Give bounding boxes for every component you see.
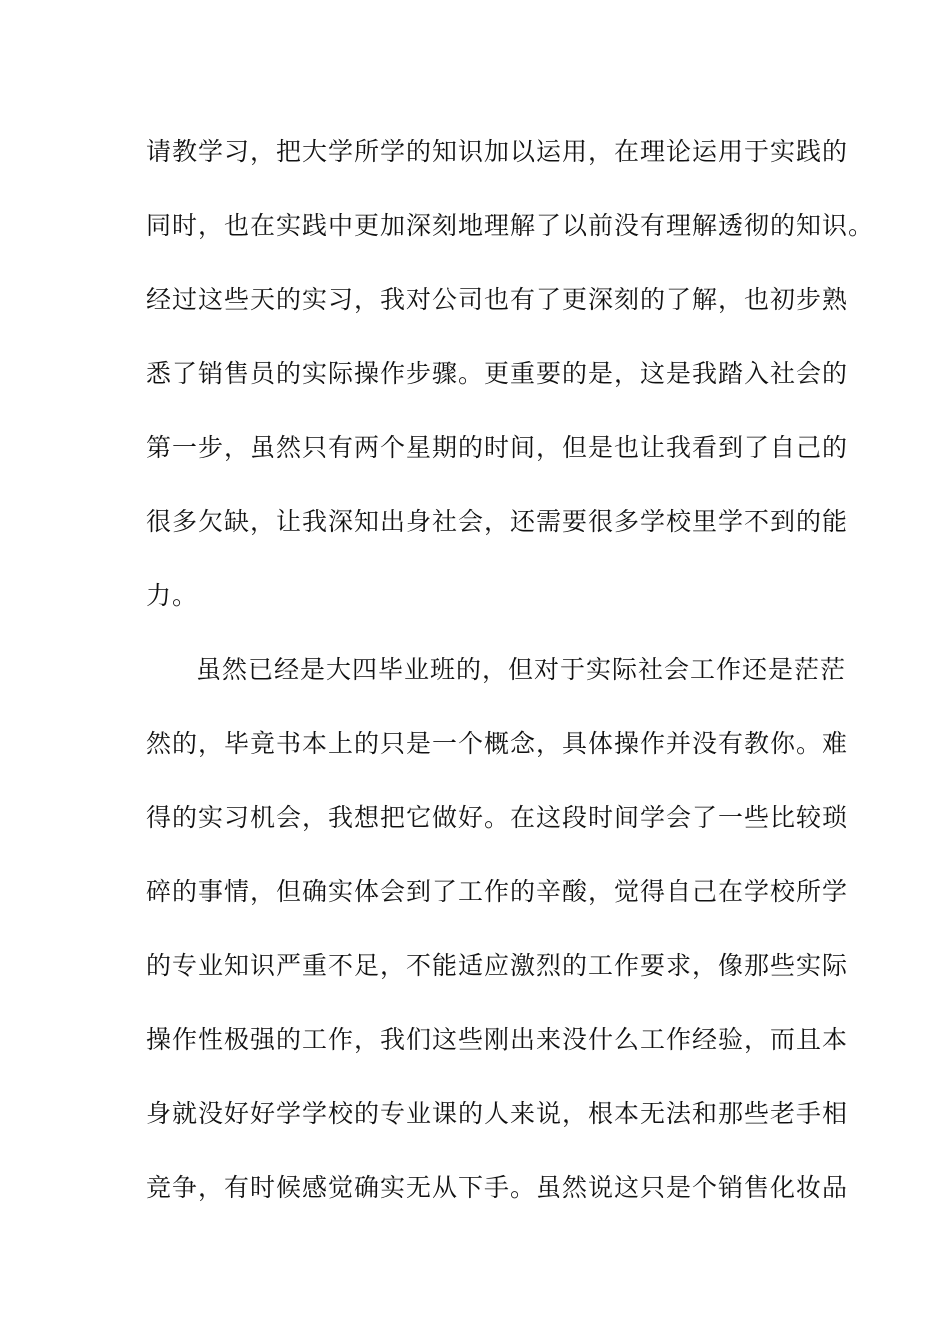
text-line: 竞争，有时候感觉确实无从下手。虽然说这只是个销售化妆品: [146, 1173, 849, 1202]
text-line: 同时，也在实践中更加深刻地理解了以前没有理解透彻的知识。: [146, 211, 875, 240]
text-line: 悉了销售员的实际操作步骤。更重要的是，这是我踏入社会的: [146, 359, 849, 388]
text-line: 请教学习，把大学所学的知识加以运用，在理论运用于实践的: [146, 137, 849, 166]
body-text: [146, 122, 875, 1232]
text-line: 然的，毕竟书本上的只是一个概念，具体操作并没有教你。难: [146, 729, 849, 758]
text-line: 经过这些天的实习，我对公司也有了更深刻的了解，也初步熟: [146, 285, 849, 314]
text-line: 力。: [146, 581, 199, 610]
text-line: 很多欠缺，让我深知出身社会，还需要很多学校里学不到的能: [146, 507, 849, 536]
text-line: 第一步，虽然只有两个星期的时间，但是也让我看到了自己的: [146, 433, 849, 462]
text-line: 操作性极强的工作，我们这些刚出来没什么工作经验，而且本: [146, 1025, 849, 1054]
text-line: 得的实习机会，我想把它做好。在这段时间学会了一些比较琐: [146, 803, 849, 832]
text-line: 身就没好好学学校的专业课的人来说，根本无法和那些老手相: [146, 1099, 849, 1128]
paragraph-first-line: 虽然已经是大四毕业班的，但对于实际社会工作还是茫茫: [196, 655, 847, 684]
text-line: 碎的事情，但确实体会到了工作的辛酸，觉得自己在学校所学: [146, 877, 849, 906]
text-line: 的专业知识严重不足，不能适应激烈的工作要求，像那些实际: [146, 951, 849, 980]
